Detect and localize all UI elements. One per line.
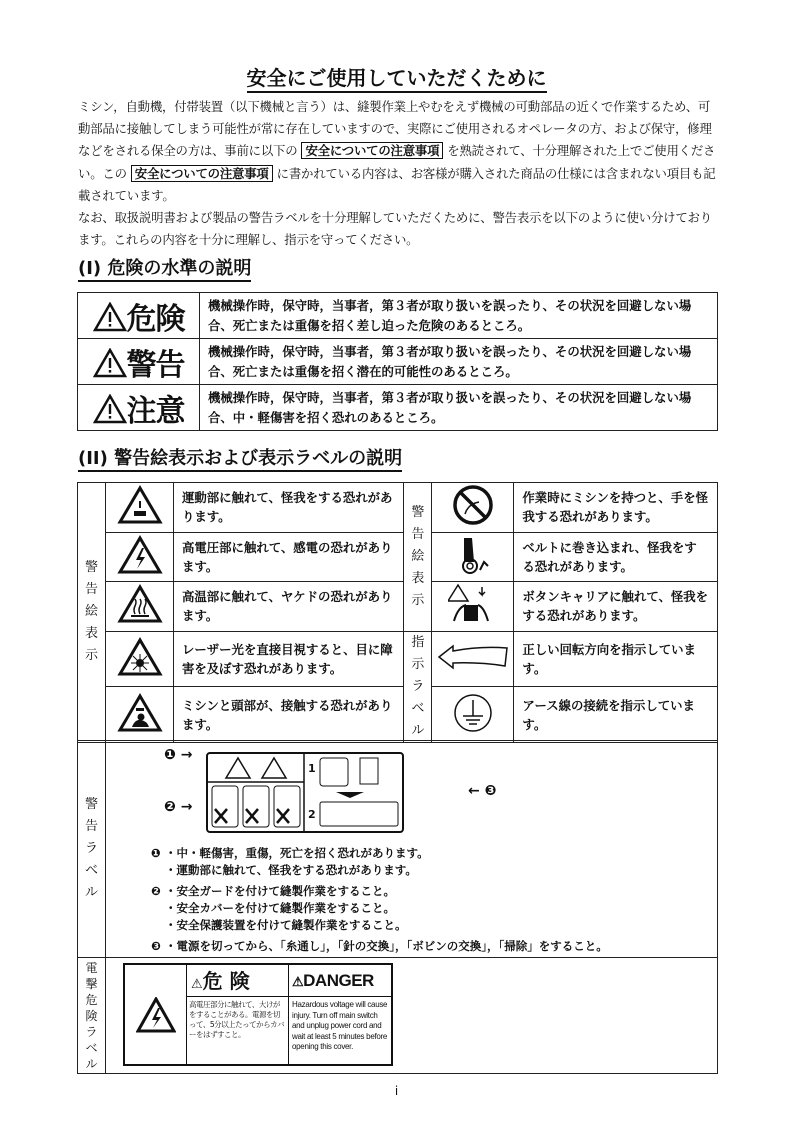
table-row: 注意 機械操作時，保守時，当事者，第３者が取り扱いを誤ったり、その状況を回避しない場合、中・軽傷害を招く恐れのあるところ。 bbox=[78, 385, 718, 431]
rotation-direction-arrow-icon bbox=[435, 642, 511, 672]
warning-triangle-icon bbox=[93, 394, 127, 424]
warning-label-pictograms-icon bbox=[208, 754, 402, 831]
table-row: 高温部に触れて、ヤケドの恐れがあります。 ボタンキャリアに触れて、怪我をする恐れがあります。 bbox=[78, 582, 718, 632]
safety-notes-box: 安全についての注意事項 bbox=[301, 142, 443, 159]
table-row: レーザー光を直接目視すると、目に障害を及ぼす恐れがあります。 指示ラベル 正しい回転方向を指示しています。 bbox=[78, 631, 718, 687]
note-item: ❸ ・電源を切ってから、「糸通し」，「針の交換」，「ボビンの交換」，「掃除」をすること。 bbox=[151, 939, 608, 953]
table-row bbox=[78, 741, 718, 958]
side-label: 警告ラベル bbox=[78, 741, 106, 958]
side-label: 指示ラベル bbox=[404, 631, 432, 742]
section1-heading: (I) 危険の水準の説明 bbox=[78, 258, 251, 282]
side-label: 警告絵表示 bbox=[404, 483, 432, 632]
warning-signs-table bbox=[77, 482, 718, 743]
warning-label-notes bbox=[151, 845, 608, 955]
table-row: 警告 機械操作時，保守時，当事者，第３者が取り扱いを誤ったり、その状況を回避しない場合、死亡または重傷を招く潜在的可能性のあるところ。 bbox=[78, 339, 718, 385]
belt-entanglement-icon bbox=[452, 534, 494, 576]
table-row: 危険 機械操作時，保守時，当事者，第３者が取り扱いを誤ったり、その状況を回避しない場合、死亡または重傷を招く差し迫った危険のあるところ。 bbox=[78, 293, 718, 339]
note-item: ・安全カバーを付けて縫製作業をすること。 bbox=[165, 901, 395, 915]
table-row bbox=[78, 958, 718, 1074]
laser-warning-icon bbox=[117, 637, 163, 677]
table-row: 高電圧部に触れて、感電の恐れがあります。 ベルトに巻き込まれ、怪我をする恐れがあります。 bbox=[78, 532, 718, 582]
note-item: ❷ ・安全ガードを付けて縫製作業をすること。 bbox=[151, 884, 395, 898]
ground-symbol-icon bbox=[452, 692, 494, 734]
marker-3: ❸ bbox=[484, 783, 497, 799]
warning-label-image: 1 2 bbox=[206, 752, 404, 833]
warning-triangle-icon bbox=[93, 302, 127, 332]
shock-label-cell bbox=[106, 958, 718, 1074]
hazard-levels-table bbox=[77, 292, 718, 431]
button-carrier-warning-icon bbox=[448, 583, 498, 625]
head-contact-warning-icon bbox=[117, 693, 163, 733]
side-label: 電撃危険ラベル bbox=[78, 958, 106, 1074]
section2-heading: (II) 警告絵表示および表示ラベルの説明 bbox=[78, 448, 402, 472]
note-item: ❶ ・中・軽傷害，重傷，死亡を招く恐れがあります。 bbox=[151, 846, 429, 860]
moving-parts-warning-icon bbox=[117, 485, 163, 525]
high-voltage-warning-icon bbox=[117, 535, 163, 575]
page-number: i bbox=[394, 1084, 399, 1098]
marker-2: ❷ bbox=[164, 799, 176, 815]
warning-label-cell: ❶ → ❷ → ← ❸ 1 2 ❶ ・中・軽傷害，重傷，死亡を招く恐れがあります。 ・運動部に触れて、怪我をする恐れがあります。 ❷ ・安全ガードを付けて縫製作業をすること。 ・安全カバーを付けて縫製作業をすること。 ・安全保護装置を付けて縫製作業をすること。 ❸ ・電源を切ってから、「糸通し」，「針の交換」，「ボビンの交換」，「掃除」をすること。 bbox=[106, 741, 718, 958]
page-title: 安全にご使用していただくために bbox=[0, 62, 793, 91]
note-item: ・運動部に触れて、怪我をする恐れがあります。 bbox=[165, 863, 417, 877]
intro-text: ミシン，自動機，付帯装置（以下機械と言う）は、縫製作業上やむをえず機械の可動部品の近くで作業するため、可動部品に接触してしまう可能性が常に存在していますので、実際にご使用されるオペレータの方、および保守，修理などをされる保全の方は、事前に以下の 安全についての注意事項 を熟読されて、十分理解された上でご使用ください。この 安全についての注意事項 に書かれている内容は、お客様が購入された商品の仕様には含まれない項目も記載されています。 なお、取扱説明書および製品の警告ラベルを十分理解していただくために、警告表示を以下のように使い分けております。これらの内容を十分に理解し、指示を守ってください。 bbox=[78, 99, 716, 248]
safety-notes-box: 安全についての注意事項 bbox=[131, 165, 273, 182]
warning-triangle-icon bbox=[93, 348, 127, 378]
hot-surface-warning-icon bbox=[117, 584, 163, 624]
shock-hazard-label: ⚠危 険 高電圧部分に触れて、大けがをすることがある。電源を切って、5分以上たってからカバーをはずすこと。 ⚠DANGER Hazardous voltage will cause injury. Turn off main switch and unplug power cord and wait at least 5 minutes before opening this cover. bbox=[123, 963, 393, 1066]
table-row: 警告絵表示 運動部に触れて、怪我をする恐れがあります。 警告絵表示 作業時にミシンを持つと、手を怪我する恐れがあります。 bbox=[78, 483, 718, 533]
note-item: ・安全保護装置を付けて縫製作業をすること。 bbox=[165, 918, 407, 932]
no-holding-machine-icon bbox=[452, 484, 494, 526]
side-label: 警告絵表示 bbox=[78, 483, 106, 743]
labels-table bbox=[77, 740, 718, 1074]
marker-1: ❶ bbox=[164, 747, 176, 763]
high-voltage-warning-icon bbox=[136, 997, 176, 1033]
table-row: ミシンと頭部が、接触する恐れがあります。 アース線の接続を指示しています。 bbox=[78, 687, 718, 743]
